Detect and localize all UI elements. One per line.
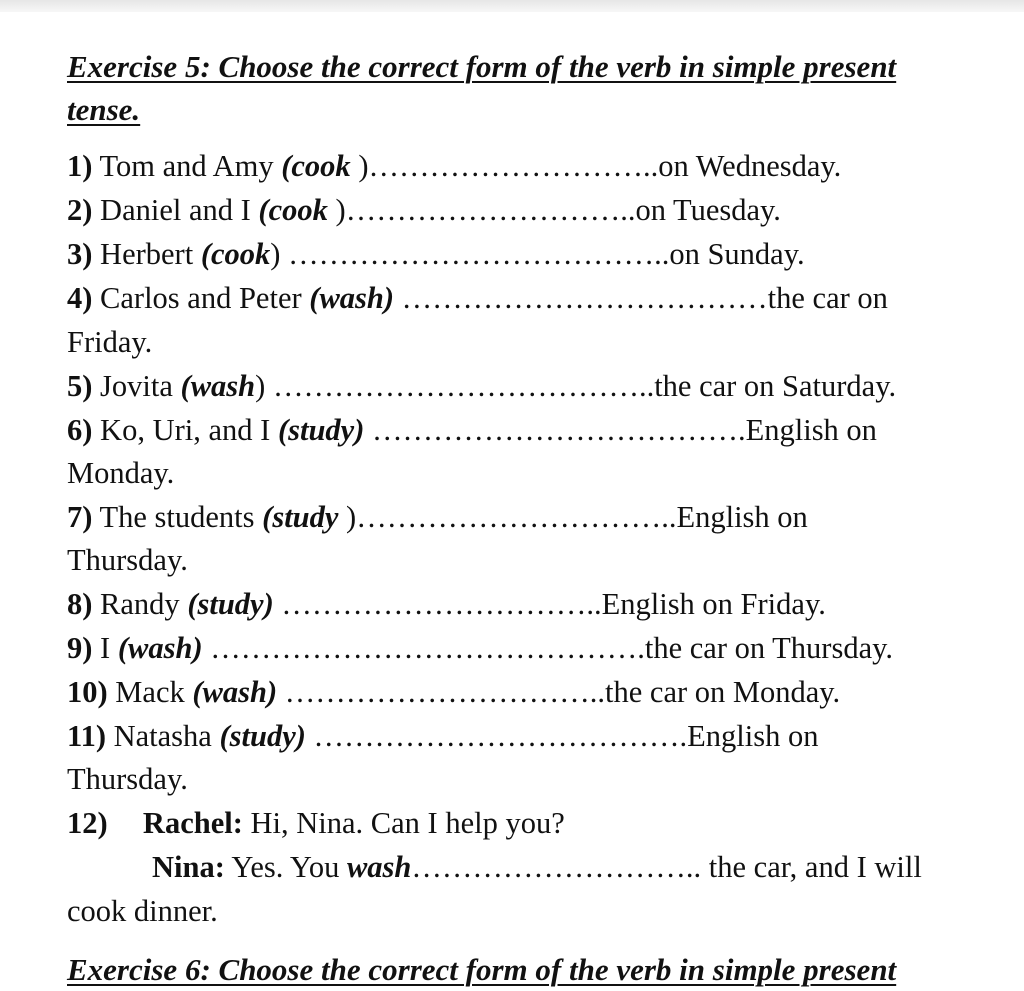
speaker-nina: Nina: [152, 850, 225, 884]
exercise-item-12-nina [152, 847, 1024, 887]
exercise-item-11 [67, 716, 1007, 756]
exercise-item-9 [67, 628, 1007, 668]
exercise-item-2 [67, 190, 1007, 230]
item-verb: study) [229, 719, 306, 753]
answer-blank[interactable]: ……………………… [368, 149, 643, 183]
item-subject: Herbert [100, 237, 201, 271]
item-rest: .English on [679, 719, 819, 753]
paren-open: ( [258, 193, 269, 227]
exercise-item-10 [67, 672, 1007, 712]
exercise-item-11-continuation: Thursday. [67, 762, 188, 796]
item-verb: wash) [202, 675, 278, 709]
item-verb: study) [288, 413, 365, 447]
paren-close [277, 675, 285, 709]
item-number: 6) [67, 413, 93, 447]
answer-blank[interactable]: ……………………………… [401, 281, 768, 315]
answer-blank[interactable]: ……………………….. [411, 850, 702, 884]
speaker-rachel: Rachel: [142, 806, 243, 840]
answer-blank[interactable]: …………………………………… [210, 631, 638, 665]
item-number: 1) [67, 149, 93, 183]
item-subject: Tom and Amy [99, 149, 282, 183]
nina-line-start: Yes. You [224, 850, 347, 884]
item-number: 5) [67, 369, 93, 403]
exercise-item-6 [67, 410, 1007, 450]
item-subject: Jovita [100, 369, 181, 403]
paren-close [306, 719, 314, 753]
item-number: 9) [67, 631, 93, 665]
exercise-item-7 [67, 497, 1007, 537]
item-rest: ..English on Friday. [586, 587, 826, 621]
paren-open: ( [309, 281, 320, 315]
item-verb: study) [197, 587, 274, 621]
answer-blank[interactable]: ………………………… [356, 500, 662, 534]
answer-blank[interactable]: ……………………………… [313, 719, 680, 753]
item-rest: ..the car on Saturday. [638, 369, 897, 403]
paren-close: ) [338, 500, 357, 534]
item-number: 4) [67, 281, 93, 315]
exercise-item-6-continuation: Monday. [67, 456, 175, 490]
paren-close: ) [350, 149, 369, 183]
exercise-item-4-continuation: Friday. [67, 325, 153, 359]
nina-line-end: the car, and I will [701, 850, 922, 884]
paren-close [394, 281, 402, 315]
item-subject: Carlos and Peter [100, 281, 310, 315]
exercise-item-8 [67, 584, 1007, 624]
item-verb: wash [190, 369, 256, 403]
item-verb: cook [210, 237, 271, 271]
item-verb: cook [268, 193, 328, 227]
exercise-item-12-continuation: cook dinner. [67, 894, 218, 928]
exercise-item-3 [67, 234, 1007, 274]
item-rest: .the car on Thursday. [637, 631, 894, 665]
item-subject: Mack [115, 675, 193, 709]
item-subject: Daniel and I [100, 193, 259, 227]
paren-open: ( [180, 369, 191, 403]
exercise-item-4 [67, 278, 1007, 318]
item-verb: cook [291, 149, 351, 183]
item-subject: Ko, Uri, and I [100, 413, 278, 447]
answer-blank[interactable]: ……………………………… [288, 237, 655, 271]
exercise6-title-line1: Exercise 6: Choose the correct form of the verb in simple present [67, 952, 897, 987]
item-rest: .English on [737, 413, 877, 447]
item-rest: ..the car on Monday. [589, 675, 841, 709]
answer-blank[interactable]: ………………………… [284, 675, 590, 709]
paren-open: ( [262, 500, 273, 534]
paren-open: ( [187, 587, 198, 621]
item-verb: wash [346, 850, 412, 884]
paren-open: ( [281, 149, 292, 183]
paren-open: ( [200, 237, 211, 271]
exercise5-title-line1: Exercise 5: Choose the correct form of the verb in simple present [67, 49, 897, 84]
rachel-line: Hi, Nina. Can I help you? [242, 806, 565, 840]
item-verb: study [272, 500, 339, 534]
paren-close: ) [270, 237, 289, 271]
exercise-item-12 [67, 803, 1007, 843]
paren-close: ) [255, 369, 273, 403]
item-subject: Randy [100, 587, 188, 621]
item-number: 10) [67, 675, 108, 709]
item-subject: The students [99, 500, 263, 534]
item-verb: wash) [128, 631, 203, 665]
exercise-item-1 [67, 146, 1007, 186]
item-rest: ..on Sunday. [654, 237, 805, 271]
paren-open: ( [117, 631, 129, 665]
item-rest: ..English on [661, 500, 808, 534]
paren-open: ( [192, 675, 203, 709]
exercise5-title-line2: tense. [67, 92, 141, 127]
exercise-item-5 [67, 366, 1007, 406]
item-rest: ..on Tuesday. [620, 193, 781, 227]
answer-blank[interactable]: ……………………………… [371, 413, 738, 447]
exercise-item-7-continuation: Thursday. [67, 543, 188, 577]
answer-blank[interactable]: ………………………… [281, 587, 587, 621]
paren-open: ( [219, 719, 230, 753]
item-subject: I [100, 631, 118, 665]
item-number: 2) [67, 193, 93, 227]
item-number: 8) [67, 587, 93, 621]
paren-close: ) [327, 193, 346, 227]
answer-blank[interactable]: ……………………………… [272, 369, 639, 403]
item-number: 7) [67, 500, 93, 534]
item-number: 11) [67, 719, 106, 753]
item-number: 12) [67, 806, 108, 840]
answer-blank[interactable]: ……………………… [345, 193, 621, 227]
item-subject: Natasha [113, 719, 220, 753]
paren-close [364, 413, 372, 447]
paren-open: ( [277, 413, 289, 447]
item-rest: the car on [767, 281, 888, 315]
item-rest: ..on Wednesday. [642, 149, 842, 183]
item-verb: wash) [319, 281, 395, 315]
item-number: 3) [67, 237, 93, 271]
